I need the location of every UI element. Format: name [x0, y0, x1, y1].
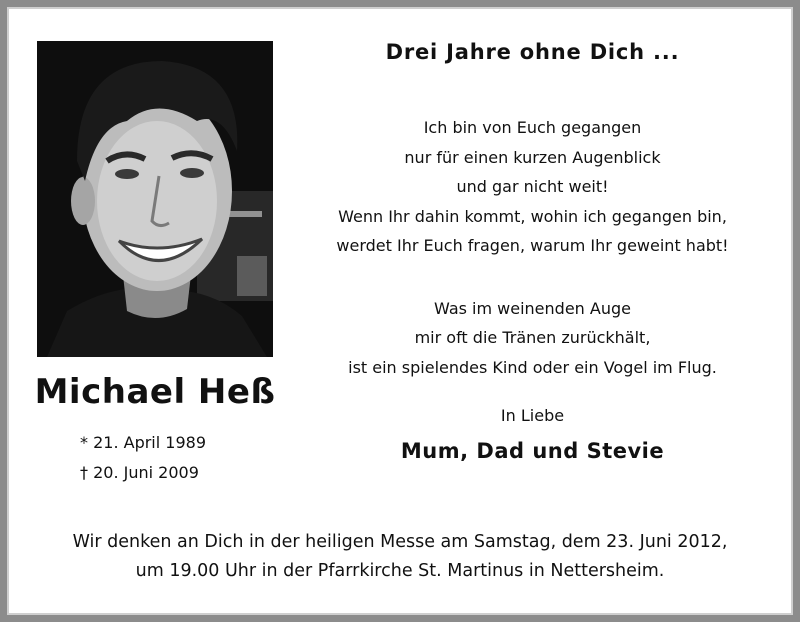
poem-line: ist ein spielendes Kind oder ein Vogel im Flug. — [348, 357, 717, 377]
notice-heading: Drei Jahre ohne Dich ... — [385, 40, 680, 64]
portrait-icon — [37, 41, 273, 357]
mass-announcement-line: um 19.00 Uhr in der Pfarrkirche St. Martinus in Nettersheim. — [135, 561, 665, 581]
poem-line: und gar nicht weit! — [456, 177, 609, 196]
mass-announcement — [20, 528, 780, 586]
deceased-name: Michael Heß — [34, 372, 276, 412]
portrait-photo — [37, 41, 273, 357]
poem-line: werdet Ihr Euch fragen, warum Ihr geweint habt! — [336, 236, 729, 255]
poem-line: Wenn Ihr dahin kommt, wohin ich gegangen bin, — [338, 206, 727, 226]
poem-line: Was im weinenden Auge — [434, 298, 631, 318]
family-signature: Mum, Dad und Stevie — [400, 439, 665, 463]
poem-line: Ich bin von Euch gegangen — [423, 118, 642, 137]
poem-line: nur für einen kurzen Augenblick — [404, 147, 661, 167]
stanza-gap — [290, 261, 775, 294]
poem — [290, 113, 775, 382]
death-date: † 20. Juni 2009 — [80, 463, 199, 482]
birth-date: * 21. April 1989 — [80, 433, 206, 452]
life-dates — [80, 428, 240, 488]
in-liebe-text: In Liebe — [500, 406, 565, 425]
poem-line: mir oft die Tränen zurückhält, — [414, 328, 651, 347]
mass-announcement-line: Wir denken an Dich in der heiligen Messe am Samstag, dem 23. Juni 2012, — [72, 532, 728, 552]
